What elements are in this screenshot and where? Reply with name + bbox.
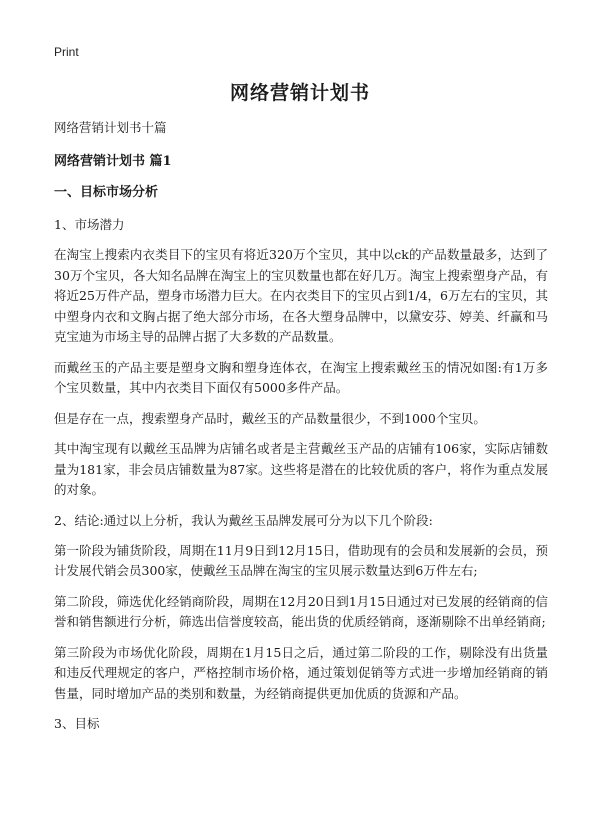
document-subtitle: 网络营销计划书十篇 (54, 120, 167, 135)
print-label: Print (54, 45, 79, 59)
section-title: 一、目标市场分析 (54, 185, 159, 200)
sub-heading-goals: 3、目标 (54, 716, 100, 731)
paragraph: 但是存在一点，搜索塑身产品时，戴丝玉的产品数量很少，不到1000个宝贝。 (54, 410, 486, 426)
sub-heading-conclusion: 2、结论:通过以上分析，我认为戴丝玉品牌发展可分为以下几个阶段: (54, 512, 433, 528)
stage-paragraph: 第一阶段为铺货阶段，周期在11月9日到12月15日，借助现有的会员和发展新的会员，预计发展代销会员300家，使戴丝玉品牌在淘宝的宝贝展示数量达到6万件左右; (54, 542, 548, 578)
document-title: 网络营销计划书 (229, 82, 370, 104)
stage-paragraph: 第二阶段，筛选优化经销商阶段，周期在12月20日到1月15日通过对已发展的经销商的信誉和销售额进行分析，筛选出信誉度较高，能出货的优质经销商，逐渐剔除不出单经销商; (54, 593, 548, 629)
paragraph: 在淘宝上搜索内衣类目下的宝贝有将近320万个宝贝，其中以ck的产品数量最多，达到了30万个宝贝，各大知名品牌在淘宝上的宝贝数量也都在好几万。淘宝上搜索塑身产品，有将近25万件产品，塑身市场潜力巨大。在内衣类目下的宝贝占到1/4，6万左右的宝贝，其中塑身内衣和文胸占据了绝大部分市场，在各大塑身品牌中，以黛安芬、婷美、纤赢和马克宝迪为市场主导的品牌占据了大多数的产品数量。 (54, 247, 548, 344)
document-body (54, 118, 548, 744)
article-title: 网络营销计划书 篇1 (54, 154, 172, 169)
paragraph: 其中淘宝现有以戴丝玉品牌为店铺名或者是主营戴丝玉产品的店铺有106家，实际店铺数量为181家，非会员店铺数量为87家。这些将是潜在的比较优质的客户，将作为重点发展的对象。 (54, 441, 548, 497)
paragraph: 而戴丝玉的产品主要是塑身文胸和塑身连体衣，在淘宝上搜索戴丝玉的情况如图:有1万多个宝贝数量，其中内衣类目下面仅有5000多件产品。 (54, 359, 548, 395)
sub-heading-market-potential: 1、市场潜力 (54, 217, 125, 232)
stage-paragraph: 第三阶段为市场优化阶段，周期在1月15日之后，通过第二阶段的工作，剔除没有出货量和违反代理规定的客户，严格控制市场价格，通过策划促销等方式进一步增加经销商的销售量，同时增加产品的类别和数量，为经销商提供更加优质的货源和产品。 (54, 644, 548, 701)
